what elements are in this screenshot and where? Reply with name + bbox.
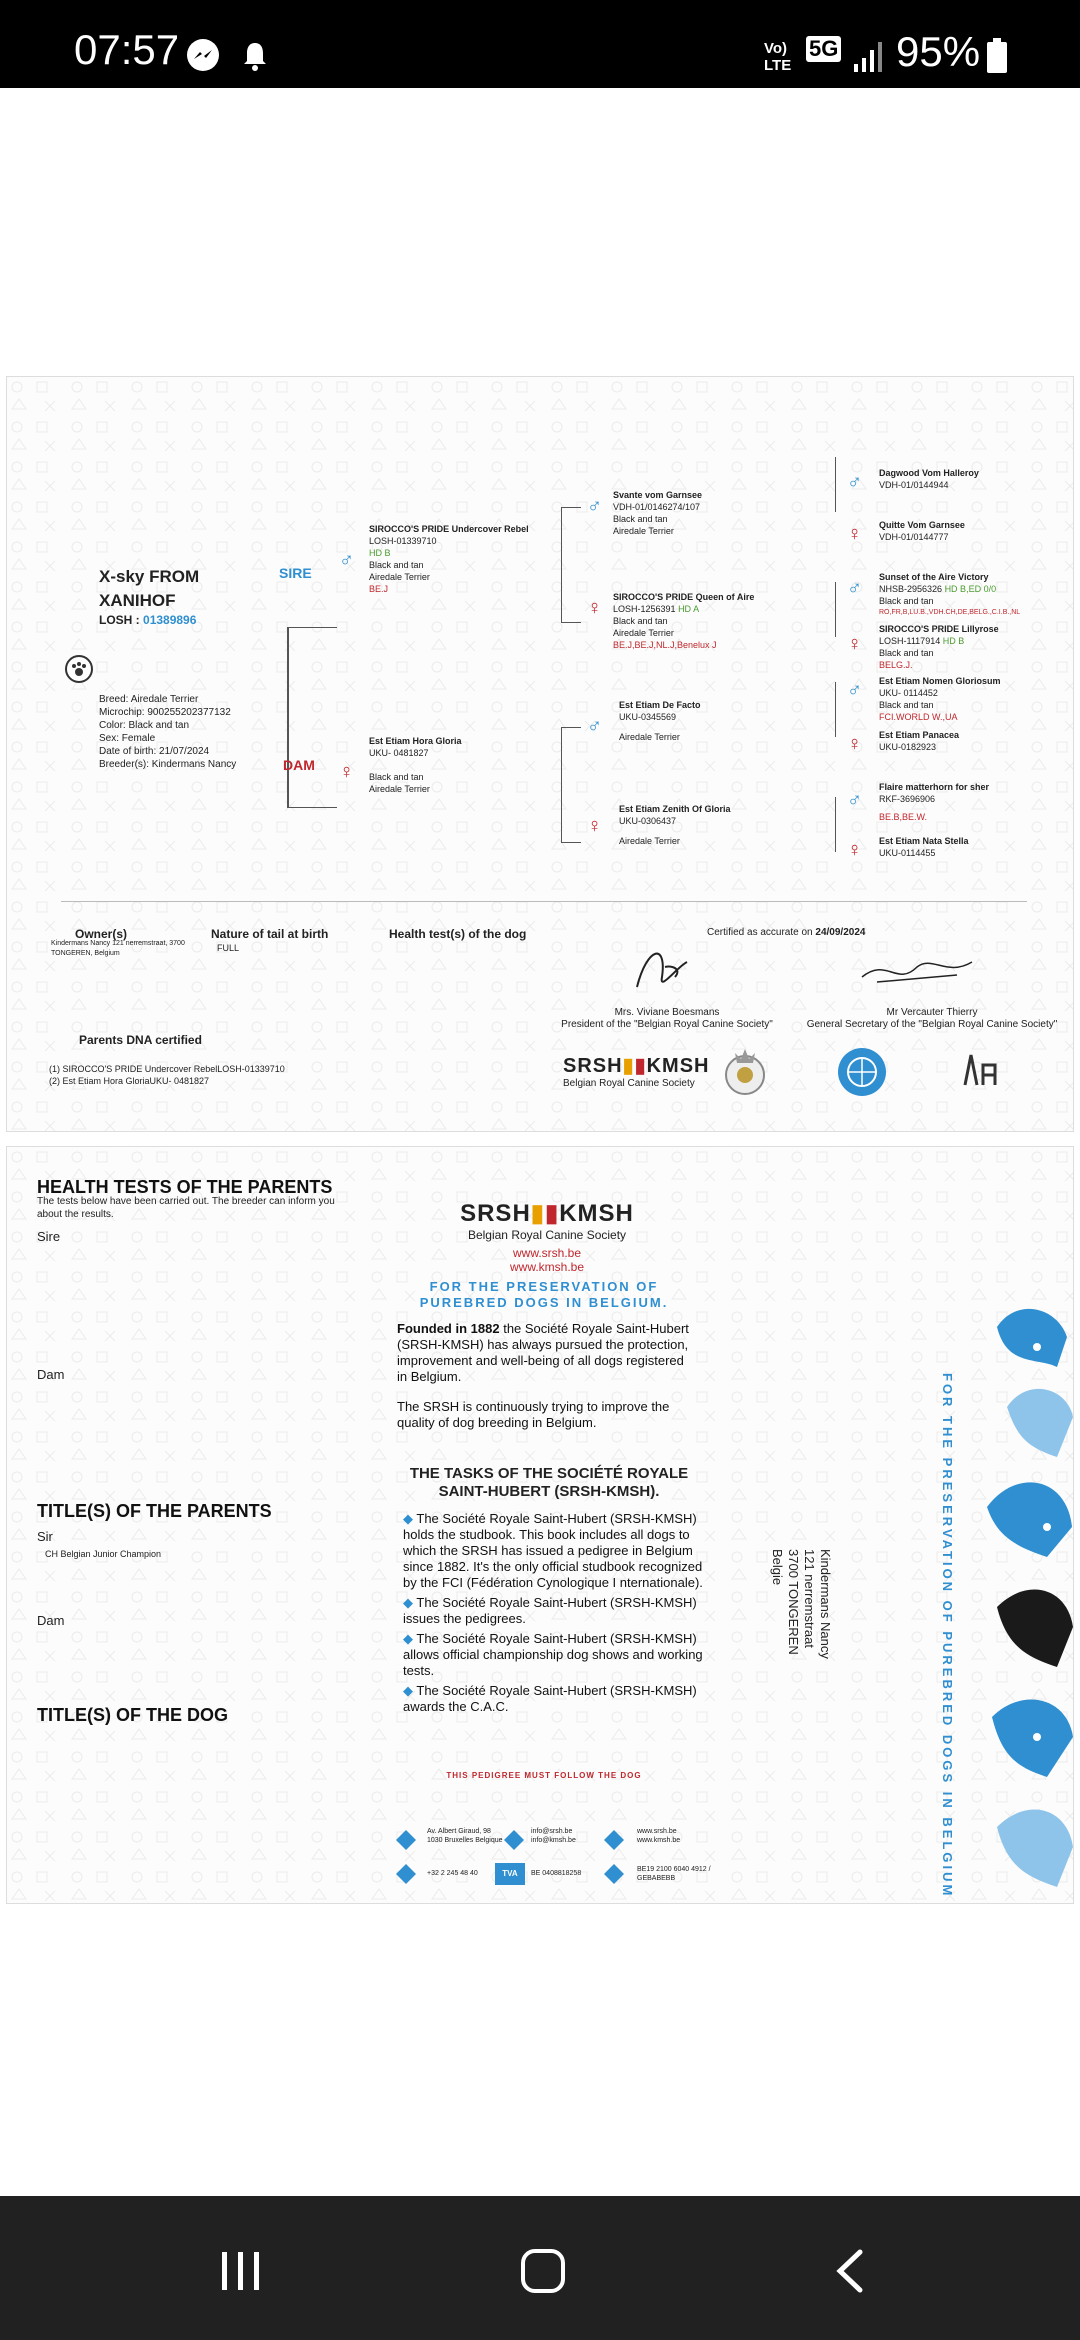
gp-reg: LOSH-1256391 xyxy=(613,604,676,614)
health-sub: The tests below have been carried out. The breeder can inform you about the results. xyxy=(37,1196,335,1220)
male-symbol-icon: ♂ xyxy=(847,471,862,493)
tree-line xyxy=(561,727,562,842)
contact-email[interactable]: info@srsh.be info@kmsh.be xyxy=(531,1828,576,1844)
ggp-titles: FCI.WORLD W.,UA xyxy=(879,712,958,722)
srsh-logo-2 xyxy=(397,1199,697,1274)
flag-stripes-icon: ▮ xyxy=(634,1055,647,1077)
flag-stripes-icon: ▮ xyxy=(530,1200,545,1227)
divider xyxy=(61,901,1027,902)
male-symbol-icon: ♂ xyxy=(847,789,862,811)
ggp-reg: UKU-0182923 xyxy=(879,742,937,752)
great-grandparent-8 xyxy=(879,835,1069,859)
tasks-title: THE TASKS OF THE SOCIÉTÉ ROYALE SAINT-HUBERT (SRSH-KMSH). xyxy=(409,1465,689,1500)
bank-icon xyxy=(603,1863,625,1885)
female-symbol-icon: ♀ xyxy=(587,815,602,837)
sir-label: Sir xyxy=(37,1529,53,1544)
certified-line xyxy=(707,927,865,938)
dam-breed: Airedale Terrier xyxy=(369,784,430,794)
certified-label: Certified as accurate on xyxy=(707,927,813,938)
ggp-name: Est Etiam Panacea xyxy=(879,730,960,740)
vertical-banner: FOR THE PRESERVATION OF PUREBRED DOGS IN BELGIUM xyxy=(940,1373,955,1899)
sire-reg: LOSH-01339710 xyxy=(369,536,437,546)
health-label: Health test(s) of the dog xyxy=(389,927,527,941)
tree-line xyxy=(561,507,581,508)
preservation-text: FOR THE PRESERVATION OF PUREBRED DOGS IN BELGIUM. xyxy=(419,1279,669,1310)
gp-name: SIROCCO'S PRIDE Queen of Aire xyxy=(613,592,755,602)
ggp-color: Black and tan xyxy=(879,648,934,658)
pedigree-page-2 xyxy=(6,1146,1074,1904)
ggp-color: Black and tan xyxy=(879,700,934,710)
date-of-birth: Date of birth: 21/07/2024 xyxy=(99,746,210,757)
titles-parents: TITLE(S) OF THE PARENTS xyxy=(37,1501,272,1521)
tail-value: FULL xyxy=(217,943,240,953)
ggp-name: Flaire matterhorn for sher xyxy=(879,782,990,792)
ggp-name: Sunset of the Aire Victory xyxy=(879,572,989,582)
ggp-name: Est Etiam Nata Stella xyxy=(879,836,969,846)
must-follow: THIS PEDIGREE MUST FOLLOW THE DOG xyxy=(446,1771,642,1780)
gp-breed: Airedale Terrier xyxy=(619,732,680,742)
srsh-paragraph: The SRSH is continuously trying to improve the quality of dog breeding in Belgium. xyxy=(397,1399,670,1430)
bullet-icon: ◆ xyxy=(403,1511,413,1526)
male-symbol-icon: ♂ xyxy=(847,577,862,599)
address-street: 121 nerremstraat xyxy=(802,1549,817,1648)
dna-list xyxy=(49,1063,285,1087)
dam-info xyxy=(369,735,549,795)
contact-address: Av. Albert Giraud, 98 1030 Bruxelles Belgique xyxy=(427,1828,503,1844)
gp-name: Svante vom Garnsee xyxy=(613,490,703,500)
ggp-titles: RO,FR,B,LU.B.,VDH.CH,DE,BELG.,C.I.B.,NL xyxy=(879,609,1021,616)
ggp-titles: BE.B,BE.W. xyxy=(879,812,928,822)
battery-percent: 95% xyxy=(896,28,981,75)
president-sig-block xyxy=(527,1007,807,1031)
tree-line xyxy=(835,682,836,737)
gp-hd: HD A xyxy=(678,604,700,614)
tree-line xyxy=(287,627,289,807)
losh-number: 01389896 xyxy=(143,613,197,627)
losh-label: LOSH : xyxy=(99,613,140,627)
great-grandparent-4 xyxy=(879,623,1069,671)
dam-label-3: Dam xyxy=(37,1613,65,1628)
task-item: The Société Royale Saint-Hubert (SRSH-KMSH) issues the pedigrees. xyxy=(403,1595,697,1626)
tree-line xyxy=(561,622,581,623)
tree-line xyxy=(287,627,337,628)
ggp-color: Black and tan xyxy=(879,596,934,606)
health-title: HEALTH TESTS OF THE PARENTS xyxy=(37,1177,333,1197)
tree-line xyxy=(835,797,836,852)
messenger-icon xyxy=(186,38,220,72)
female-symbol-icon: ♀ xyxy=(847,733,862,755)
ggp-name: Quitte Vom Garnsee xyxy=(879,520,965,530)
network-5g: 5G xyxy=(806,36,841,62)
signal-icon xyxy=(852,40,882,74)
paw-badge-icon xyxy=(65,655,93,683)
bullet-icon: ◆ xyxy=(403,1683,413,1698)
contact-web[interactable]: www.srsh.be www.kmsh.be xyxy=(637,1828,681,1844)
dna-2: (2) Est Etiam Hora GloriaUKU- 0481827 xyxy=(49,1076,210,1086)
gp-name: Est Etiam De Facto xyxy=(619,700,701,710)
ggp-reg: UKU- 0114452 xyxy=(879,688,938,698)
task-item: The Société Royale Saint-Hubert (SRSH-KMSH) allows official championship dog shows and working tests. xyxy=(403,1631,703,1678)
fci-logo-icon xyxy=(837,1047,887,1097)
ggp-reg: VDH-01/0144777 xyxy=(879,532,949,542)
sire-label-2: Sire xyxy=(37,1229,61,1244)
owners-label: Owner(s) xyxy=(75,927,128,941)
founded-rest: the Société Royale Saint-Hubert (SRSH-KMSH) has always pursued the protection, improvement and well-being of all dogs registered in Belgium. xyxy=(397,1321,689,1384)
owners-value: Kindermans Nancy 121 nerremstraat, 3700 TONGEREN, Belgium xyxy=(51,940,185,957)
gp-reg: UKU-0345569 xyxy=(619,712,677,722)
contact-bank: BE19 2100 6040 4912 / GEBABEBB xyxy=(637,1866,711,1882)
male-symbol-icon: ♂ xyxy=(587,495,602,517)
gp-color: Black and tan xyxy=(613,514,668,524)
ggp-name: Est Etiam Nomen Gloriosum xyxy=(879,676,1001,686)
tree-line xyxy=(835,582,836,637)
great-grandparent-7 xyxy=(879,781,1069,823)
lte-label: Vo) LTE xyxy=(764,40,792,74)
tree-line xyxy=(561,842,581,843)
logo-sub: Belgian Royal Canine Society xyxy=(467,1228,627,1242)
gp-breed: Airedale Terrier xyxy=(613,526,674,536)
logo-left: SRSH xyxy=(460,1200,531,1227)
female-symbol-icon: ♀ xyxy=(587,597,602,619)
pedigree-page-1 xyxy=(6,376,1074,1132)
status-bar xyxy=(0,0,1080,88)
contact-vat: BE 0408818258 xyxy=(531,1870,582,1877)
founded-bold: Founded in 1882 xyxy=(397,1321,500,1336)
great-grandparent-2 xyxy=(879,519,1069,543)
great-grandparent-3 xyxy=(879,571,1069,619)
gp-reg: UKU-0306437 xyxy=(619,816,677,826)
female-symbol-icon: ♀ xyxy=(847,523,862,545)
flag-stripes-icon: ▮ xyxy=(545,1200,560,1227)
task-item: The Société Royale Saint-Hubert (SRSH-KMSH) holds the studbook. This book includes all dogs to which the SRSH has issued a pedigree in Belgium since 1882. It's the only official studbook recognized by the FCI (Fédération Cynologique I nternationale). xyxy=(403,1511,703,1590)
sire-color: Black and tan xyxy=(369,560,424,570)
email-icon xyxy=(503,1829,525,1851)
notification-bell-icon xyxy=(240,40,270,72)
tree-line xyxy=(835,457,836,512)
phone-icon xyxy=(395,1863,417,1885)
sex: Sex: Female xyxy=(99,733,156,744)
great-grandparent-1 xyxy=(879,467,1069,491)
signature-secretary xyxy=(857,947,977,997)
certified-date: 24/09/2024 xyxy=(815,927,866,938)
dog-illustration xyxy=(977,1287,1074,1904)
tail-label: Nature of tail at birth xyxy=(211,927,329,941)
logo-left: SRSH xyxy=(563,1055,623,1077)
ggp-reg: VDH-01/0144944 xyxy=(879,480,949,490)
sig1-role: President of the "Belgian Royal Canine Society" xyxy=(561,1019,773,1030)
microchip: Microchip: 900255202377132 xyxy=(99,707,231,718)
male-symbol-icon: ♂ xyxy=(339,549,354,571)
tree-line xyxy=(561,727,581,728)
sire-label: SIRE xyxy=(279,565,312,581)
grandparent-3 xyxy=(619,699,809,743)
grandparent-4 xyxy=(619,803,809,847)
back-icon[interactable] xyxy=(826,2246,876,2296)
gp-breed: Airedale Terrier xyxy=(619,836,680,846)
logo-right: KMSH xyxy=(646,1055,710,1077)
male-symbol-icon: ♂ xyxy=(587,715,602,737)
gp-breed: Airedale Terrier xyxy=(613,628,674,638)
tree-line xyxy=(287,807,337,808)
contact-phone: +32 2 245 48 40 xyxy=(427,1870,478,1877)
task-item: The Société Royale Saint-Hubert (SRSH-KMSH) awards the C.A.C. xyxy=(403,1683,697,1714)
great-grandparent-6 xyxy=(879,729,1069,753)
sig2-name: Mr Vercauter Thierry xyxy=(886,1007,978,1018)
bullet-icon: ◆ xyxy=(403,1595,413,1610)
gp-reg: VDH-01/0146274/107 xyxy=(613,502,701,512)
home-icon[interactable] xyxy=(518,2246,568,2296)
dog-name: X-sky FROM XANIHOF xyxy=(99,567,200,610)
sire-info xyxy=(369,523,549,595)
address-name: Kindermans Nancy xyxy=(818,1549,833,1659)
dna-1: (1) SIROCCO'S PRIDE Undercover RebelLOSH-01339710 xyxy=(49,1064,285,1074)
url-kmsh[interactable]: www.kmsh.be xyxy=(509,1260,585,1274)
flag-stripes-icon: ▮ xyxy=(622,1055,635,1077)
breeder-address xyxy=(769,1549,833,1769)
dam-label: DAM xyxy=(283,757,315,773)
male-symbol-icon: ♂ xyxy=(847,679,862,701)
tasks-list xyxy=(403,1511,703,1715)
ggp-name: SIROCCO'S PRIDE Lillyrose xyxy=(879,624,999,634)
ggp-reg: LOSH-1117914 xyxy=(879,636,941,646)
ggp-hd: HD B xyxy=(942,636,965,646)
gp-titles: BE.J,BE.J,NL.J,Benelux J xyxy=(613,640,717,650)
ggp-name: Dagwood Vom Halleroy xyxy=(879,468,979,478)
female-symbol-icon: ♀ xyxy=(847,633,862,655)
ggp-reg: UKU-0114455 xyxy=(879,848,936,858)
ggp-hd: HD B,ED 0/0 xyxy=(944,584,997,594)
url-srsh[interactable]: www.srsh.be xyxy=(512,1246,582,1260)
bullet-icon: ◆ xyxy=(403,1631,413,1646)
breed: Breed: Airedale Terrier xyxy=(99,694,199,705)
titles-dog: TITLE(S) OF THE DOG xyxy=(37,1705,228,1725)
ggp-reg: NHSB-2956326 xyxy=(879,584,943,594)
address-city: 3700 TONGEREN xyxy=(786,1549,801,1655)
battery-icon xyxy=(986,38,1008,74)
tree-line xyxy=(561,507,562,622)
dam-reg: UKU- 0481827 xyxy=(369,748,429,758)
gp-name: Est Etiam Zenith Of Gloria xyxy=(619,804,731,814)
grandparent-2 xyxy=(613,591,803,651)
royal-crest-icon xyxy=(723,1045,767,1099)
contact-block xyxy=(387,1827,727,1897)
color: Color: Black and tan xyxy=(99,720,190,731)
female-symbol-icon: ♀ xyxy=(339,761,354,783)
female-symbol-icon: ♀ xyxy=(847,839,862,861)
sire-breed: Airedale Terrier xyxy=(369,572,430,582)
status-time: 07:57 xyxy=(74,26,180,73)
web-icon xyxy=(603,1829,625,1851)
location-icon xyxy=(395,1829,417,1851)
sire-hd: HD B xyxy=(369,548,391,558)
founded-paragraph xyxy=(397,1321,689,1385)
logo-sub: Belgian Royal Canine Society xyxy=(563,1078,695,1089)
grandparent-1 xyxy=(613,489,803,537)
sir-title: CH Belgian Junior Champion xyxy=(45,1549,162,1559)
dam-name: Est Etiam Hora Gloria xyxy=(369,736,462,746)
address-country: Belgie xyxy=(770,1549,785,1586)
great-grandparent-5 xyxy=(879,675,1069,723)
sire-titles: BE.J xyxy=(369,584,389,594)
secretary-sig-block xyxy=(787,1007,1074,1031)
gp-color: Black and tan xyxy=(613,616,668,626)
navigation-bar xyxy=(0,2196,1080,2340)
ggp-titles: BELG.J. xyxy=(879,660,913,670)
dog-details xyxy=(99,693,279,771)
ggp-reg: RKF-3696906 xyxy=(879,794,936,804)
sig2-role: General Secretary of the "Belgian Royal Canine Society" xyxy=(806,1019,1058,1030)
srsh-logo xyxy=(563,1053,713,1089)
sig1-name: Mrs. Viviane Boesmans xyxy=(614,1007,720,1018)
club-logo-icon xyxy=(957,1045,1007,1095)
recent-apps-icon[interactable] xyxy=(216,2246,266,2296)
dam-label-2: Dam xyxy=(37,1367,65,1382)
signature-president xyxy=(627,937,707,997)
breeder: Breeder(s): Kindermans Nancy xyxy=(99,759,237,770)
tva-badge: TVA xyxy=(495,1863,525,1885)
dna-label: Parents DNA certified xyxy=(79,1033,202,1047)
sire-name: SIROCCO'S PRIDE Undercover Rebel xyxy=(369,524,529,534)
logo-right: KMSH xyxy=(559,1200,634,1227)
losh-line xyxy=(99,613,196,627)
dam-color: Black and tan xyxy=(369,772,424,782)
